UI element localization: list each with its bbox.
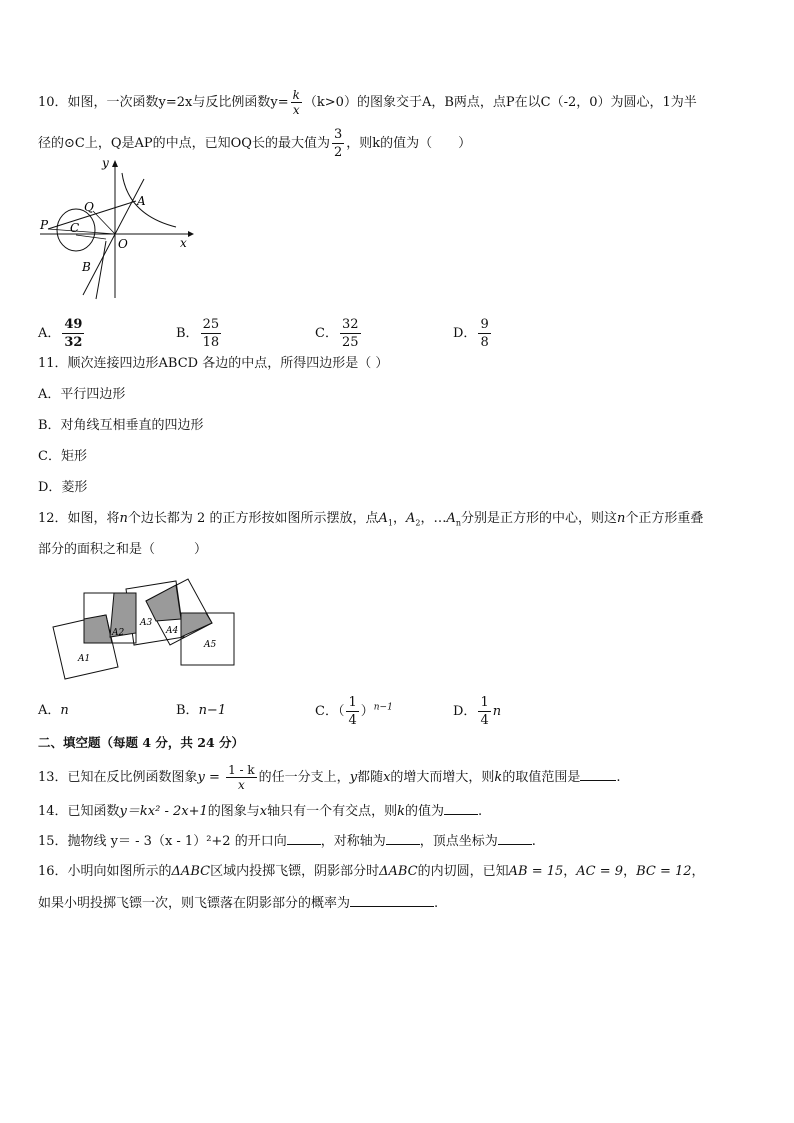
q16-line1: 16．小明向如图所示的ΔABC区域内投掷飞镖，阴影部分时ΔABC的内切圆，已知AB = 15，AC = 9，BC = 12， bbox=[38, 864, 705, 879]
q16-answer-blank[interactable] bbox=[350, 894, 434, 907]
q13-fraction: $\frac{1 - k}{x}$ bbox=[228, 763, 255, 792]
q12-option-d[interactable]: D． $\frac{1}{4}$ n bbox=[453, 695, 502, 728]
q10-label-a: A bbox=[137, 194, 146, 208]
q12-label-a3: A3 bbox=[140, 618, 153, 628]
q10-line1 bbox=[38, 88, 697, 117]
q10-option-c[interactable]: C． $\frac{32}{25}$ bbox=[315, 317, 359, 350]
q10-text-a: 10．如图，一次函数y=2x与反比例函数y= bbox=[38, 95, 289, 110]
q12-label-a4: A4 bbox=[166, 626, 179, 636]
q15-blank-axis[interactable] bbox=[386, 832, 420, 845]
q10-option-a[interactable]: A． $\frac{49}{32}$ bbox=[38, 317, 83, 350]
q12-option-b[interactable]: B．n−1 bbox=[176, 703, 227, 718]
q10-label-y: y bbox=[102, 156, 109, 170]
q10-segment-cb bbox=[76, 235, 106, 239]
q12-overlap-3 bbox=[146, 585, 181, 621]
q12-overlap-1 bbox=[84, 615, 112, 643]
q10-x-arrow bbox=[188, 231, 194, 237]
q10-fraction-k-over-x: $\frac{k}{x}$ bbox=[292, 88, 300, 117]
q12-label-a1: A1 bbox=[78, 654, 91, 664]
q12-option-c[interactable]: C．（ $\frac{1}{4}$ ）$^{n-1}$ bbox=[315, 695, 393, 728]
q15-blank-direction[interactable] bbox=[287, 832, 321, 845]
q11-stem: 11．顺次连接四边形ABCD 各边的中点，所得四边形是（ ） bbox=[38, 356, 389, 371]
q11-option-b[interactable]: B．对角线互相垂直的四边形 bbox=[38, 418, 204, 433]
q15-line: 15．抛物线 y＝ - 3（x - 1）²+2 的开口向 ，对称轴为 ，顶点坐标为 . bbox=[38, 834, 536, 849]
q10-label-b: B bbox=[82, 260, 91, 274]
q10-label-q: Q bbox=[84, 200, 94, 214]
q12-option-a[interactable]: A．n bbox=[38, 703, 69, 718]
q10-text-d: ，则k的值为（ ） bbox=[346, 136, 472, 151]
q10-label-c: C bbox=[70, 221, 80, 235]
q12-label-a2: A2 bbox=[112, 628, 125, 638]
q12-line2: 部分的面积之和是（ ） bbox=[38, 542, 208, 557]
q10-figure bbox=[36, 155, 196, 303]
q12-overlap-4 bbox=[181, 613, 212, 637]
q15-blank-vertex[interactable] bbox=[498, 832, 532, 845]
q10-label-x: x bbox=[180, 236, 187, 250]
q10-option-d[interactable]: D． $\frac{9}{8}$ bbox=[453, 317, 489, 350]
q10-hyperbola-right bbox=[122, 173, 176, 227]
section-fill-in-header: 二、填空题（每题 4 分，共 24 分） bbox=[38, 735, 245, 750]
q14-line: 14．已知函数y＝kx² - 2x+1的图象与x轴只有一个有交点，则k的值为 . bbox=[38, 804, 483, 819]
q10-option-b[interactable]: B． $\frac{25}{18}$ bbox=[176, 317, 220, 350]
q10-label-o: O bbox=[118, 237, 128, 251]
q10-fraction-max: $\frac{3}{2}$ bbox=[333, 127, 343, 160]
q11-option-a[interactable]: A．平行四边形 bbox=[38, 387, 126, 402]
q12-figure bbox=[48, 575, 242, 683]
q14-answer-blank[interactable] bbox=[444, 802, 478, 815]
q12-label-a5: A5 bbox=[204, 640, 217, 650]
q10-label-p: P bbox=[40, 218, 49, 232]
q10-text-c: 径的⊙C上，Q是AP的中点，已知OQ长的最大值为 bbox=[38, 136, 330, 151]
q12-line1: 12．如图，将n个边长都为 2 的正方形按如图所示摆放，点$A_1$，$A_2$，$\dots A_n$分别是正方形的中心，则这n个正方形重叠 bbox=[38, 511, 704, 528]
q10-segment-qo bbox=[93, 211, 115, 234]
q11-option-d[interactable]: D．菱形 bbox=[38, 480, 88, 495]
q16-line2: 如果小明投掷飞镖一次，则飞镖落在阴影部分的概率为 . bbox=[38, 896, 439, 911]
q10-segment-po bbox=[48, 229, 115, 234]
q13-answer-blank[interactable] bbox=[580, 768, 616, 781]
q10-hyperbola-left bbox=[96, 241, 106, 299]
q11-option-c[interactable]: C．矩形 bbox=[38, 449, 87, 464]
q10-text-b: （k>0）的图象交于A，B两点，点P在以C（-2，0）为圆心，1为半 bbox=[303, 95, 697, 110]
q13-line: 13．已知在反比例函数图象y = $\frac{1 - k}{x}$ 的任一分支上，y都随x的增大而增大，则k的取值范围是 . bbox=[38, 763, 621, 792]
q10-y-arrow bbox=[112, 160, 118, 167]
